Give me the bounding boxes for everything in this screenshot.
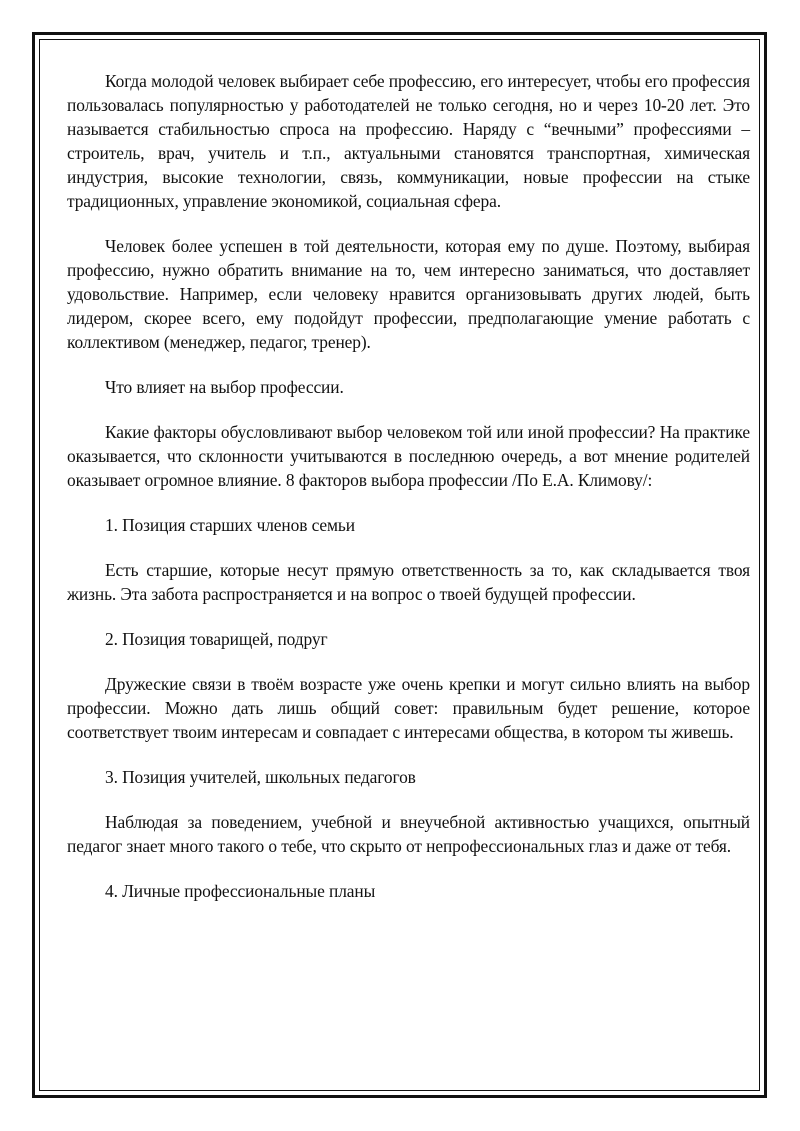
paragraph-factors-intro: Какие факторы обусловливают выбор человеком той или иной профессии? На практике оказывается, что склонности учитываются в последнюю очередь, а вот мнение родителей оказывает огромное влияние. 8 факторов выбора профессии /По Е.А. Климову/: [67, 422, 750, 490]
factor-heading-3: 3. Позиция учителей, школьных педагогов [105, 767, 416, 787]
section-heading-choice-factors: Что влияет на выбор профессии. [105, 377, 344, 397]
document-body [67, 69, 750, 924]
factor-text-2: Дружеские связи в твоём возрасте уже очень крепки и могут сильно влиять на выбор профессии. Можно дать лишь общий совет: правильным будет решение, которое соответствует твоим интересам и совпадает с интересами общества, в котором ты живешь. [67, 674, 750, 742]
factor-text-1: Есть старшие, которые несут прямую ответственность за то, как складывается твоя жизнь. Эта забота распространяется и на вопрос о твоей будущей профессии. [67, 560, 750, 604]
paragraph-profession-stability: Когда молодой человек выбирает себе профессию, его интересует, чтобы его профессия пользовалась популярностью у работодателей не только сегодня, но и через 10-20 лет. Это называется стабильностью спроса на профессию. Наряду с “вечными” профессиями – строитель, врач, учитель и т.п., актуальными становятся транспортная, химическая индустрия, высокие технологии, связь, коммуникации, новые профессии на стыке традиционных, управление экономикой, социальная сфера. [67, 71, 750, 211]
paragraph-interest: Человек более успешен в той деятельности, которая ему по душе. Поэтому, выбирая профессию, нужно обратить внимание на то, чем интересно заниматься, что доставляет удовольствие. Например, если человеку нравится организовывать других людей, быть лидером, скорее всего, ему подойдут профессии, предполагающие умение работать с коллективом (менеджер, педагог, тренер). [67, 236, 750, 352]
factor-text-3: Наблюдая за поведением, учебной и внеучебной активностью учащихся, опытный педагог знает много такого о тебе, что скрыто от непрофессиональных глаз и даже от тебя. [67, 812, 750, 856]
factor-heading-1: 1. Позиция старших членов семьи [105, 515, 355, 535]
factor-heading-2: 2. Позиция товарищей, подруг [105, 629, 328, 649]
factor-heading-4: 4. Личные профессиональные планы [105, 881, 376, 901]
